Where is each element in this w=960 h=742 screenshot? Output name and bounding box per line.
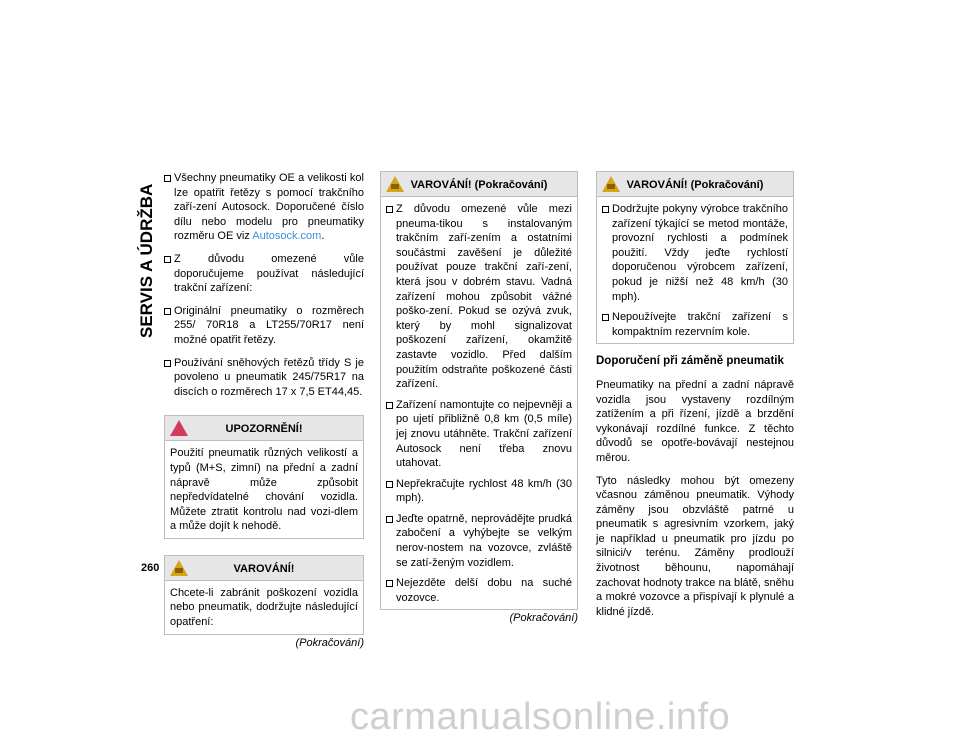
checkbox-bullet-icon	[164, 175, 171, 182]
list-item	[386, 202, 572, 392]
checkbox-bullet-icon	[386, 206, 393, 213]
column-3	[596, 171, 794, 627]
list-item-text: Z důvodu omezené vůle doporučujeme používat následující trakční zařízení:	[174, 252, 364, 295]
warning-body: Chcete-li zabránit poškození vozidla nebo pneumatik, dodržujte následující opatření:	[170, 586, 358, 629]
column-1	[164, 171, 364, 650]
list-item-text: Zařízení namontujte co nejpevněji a po ujetí přibližně 0,8 km (0,5 míle) jej znovu utáhněte. Trakční zařízení Autosock není třeba znovu utahovat.	[396, 398, 572, 470]
list-item-text: Originální pneumatiky o rozměrech 255/ 70R18 a LT255/70R17 není možné opatřit řetězy.	[174, 304, 364, 346]
list-item	[386, 512, 572, 570]
list-item-end: .	[321, 230, 325, 243]
list-item	[602, 202, 788, 304]
paragraph: Pneumatiky na přední a zadní nápravě vozidla jsou vystaveny rozdílným zatížením a při řízení, jízdě a brzdění vykonávají rozdílné funkce. Z těchto důvodů se opotře-bovávají nestejnou měrou.	[596, 378, 794, 464]
checkbox-bullet-icon	[602, 314, 609, 321]
list-item-text: Dodržujte pokyny výrobce trakčního zařízení týkající se metod montáže, provozní rychlosti a podmínek použití. Vždy jeďte rychlostí doporučenou výrobcem zařízení, pokud je nižší než 48 km/h (30 mph).	[612, 203, 788, 303]
caution-box	[164, 415, 364, 539]
list-item	[164, 356, 364, 400]
section-heading: Doporučení při záměně pneumatik	[596, 355, 784, 368]
caution-body: Použití pneumatik různých velikostí a typů (M+S, zimní) na přední a zadní nápravě může způsobit nepředvídatelné chování vozidla. Můžete ztratit kontrolu nad vozi-dlem a může dojít k nehodě.	[170, 447, 358, 533]
checkbox-bullet-icon	[164, 360, 171, 367]
warning-title: VAROVÁNÍ!	[233, 562, 295, 575]
warning-continued-box	[596, 171, 794, 344]
checkbox-bullet-icon	[164, 256, 171, 263]
warning-title: VAROVÁNÍ! (Pokračování)	[626, 179, 764, 191]
caution-title: UPOZORNĚNÍ!	[225, 423, 303, 436]
chapter-title-text: SERVIS A ÚDRŽBA	[137, 183, 156, 338]
checkbox-bullet-icon	[164, 308, 171, 315]
list-item-text: Nepoužívejte trakční zařízení s kompaktním rezervním kole.	[612, 311, 788, 338]
warning-header	[597, 172, 793, 197]
page-number: 260	[141, 562, 160, 574]
checkbox-bullet-icon	[386, 580, 393, 587]
warning-body	[597, 197, 793, 343]
checkbox-bullet-icon	[386, 481, 393, 488]
continued-label: (Pokračování)	[295, 636, 364, 649]
warning-body	[381, 197, 577, 609]
list-item-text: Jeďte opatrně, neprovádějte prudká zabočení a vyhýbejte se velkým nerov-nostem na vozovce, zvláště se zatí-ženým vozidlem.	[396, 512, 572, 569]
list-item	[602, 310, 788, 339]
checkbox-bullet-icon	[386, 402, 393, 409]
list-item-text: Nejezděte delší dobu na suché vozovce.	[396, 577, 572, 604]
list-item	[386, 398, 572, 471]
list-item	[386, 477, 572, 506]
list-item-text: Nepřekračujte rychlost 48 km/h (30 mph).	[396, 477, 572, 505]
paragraph: Tyto následky mohou být omezeny včasnou záměnou pneumatik. Výhody záměny jsou obzvláště patrné u pneumatik s agresivním vzorkem, jaký je například u pneumatik pro jízdu po silnici/v terénu. Záměny prodlouží životnost běhounu, napomáhají zachovat hodnoty trakce na blátě, sněhu a mokré vozovce a přispívají k plynulé a klidné jízdě.	[596, 474, 794, 618]
warning-header	[381, 172, 577, 197]
checkbox-bullet-icon	[602, 206, 609, 213]
warning-title: VAROVÁNÍ! (Pokračování)	[410, 179, 548, 191]
warning-header	[165, 556, 363, 581]
checkbox-bullet-icon	[386, 516, 393, 523]
list-item-text: Používání sněhových řetězů třídy S je povoleno u pneumatik 245/75R17 na discích o rozměrech 17 x 7,5 ET44,45.	[174, 356, 364, 398]
warning-continued-box	[380, 171, 578, 610]
watermark-text: carmanualsonline.info	[350, 696, 731, 738]
continued-label: (Pokračování)	[509, 612, 578, 625]
chapter-side-title	[128, 162, 164, 338]
list-item	[386, 576, 572, 605]
list-item	[164, 252, 364, 296]
list-item	[164, 304, 364, 348]
autosock-link[interactable]: Autosock.com	[252, 230, 322, 243]
caution-header	[165, 416, 363, 441]
list-item-text: Z důvodu omezené vůle mezi pneuma-tikou s instalovaným trakčním zaří-zením a ostatními součástmi zavěšení je důležité používat pouze trakční zaří-zení, která jsou v dobrém stavu. Vadná zařízení mohou způsobit vážné poško-zení. Pokud se ozývá zvuk, který by mohl signalizovat poškození zařízení, okamžitě zastavte vozidlo. Před dalším použitím odstraňte poškozené části zařízení.	[396, 203, 572, 391]
list-item-text: Všechny pneumatiky OE a velikosti kol lze opatřit řetězy s pomocí trakčního zaří-zení Autosock. Doporučené číslo dílu nebo modelu pro pneumatiky rozměru OE viz	[174, 172, 364, 243]
column-2	[380, 171, 578, 626]
warning-box	[164, 555, 364, 635]
list-item	[164, 171, 364, 244]
